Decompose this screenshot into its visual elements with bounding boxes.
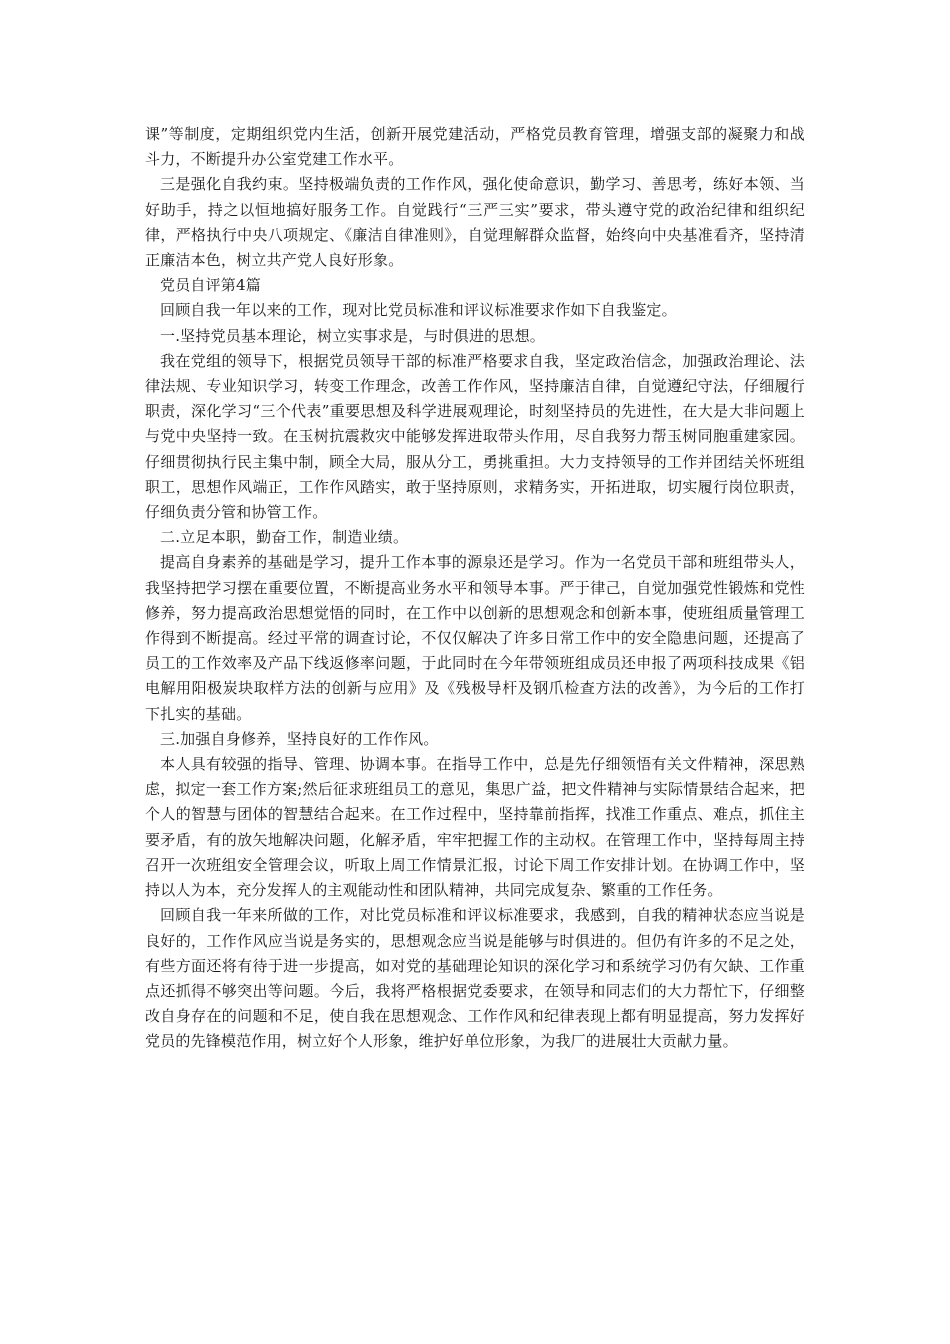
paragraph-summary: 回顾自我一年来所做的工作，对比党员标准和评议标准要求，我感到，自我的精神状态应当说是良好的，工作作风应当说是务实的，思想观念应当说是能够与时俱进的。但仍有许多的不足之处，有些方面还将有待于进一步提高，如对党的基础理论知识的深化学习和系统学习仍有欠缺、工作重点还抓得不够突出等问题。今后，我将严格根据党委要求，在领导和同志们的大力帮忙下，仔细整改自身存在的问题和不足，使自我在思想观念、工作作风和纪律表现上都有明显提高，努力发挥好党员的先锋模范作用，树立好个人形象，维护好单位形象，为我厂的进展壮大贡献力量。 <box>145 906 805 1051</box>
heading-two: 二.立足本职，勤奋工作，制造业绩。 <box>160 528 409 547</box>
document-body <box>145 122 805 1055</box>
heading-one: 一.坚持党员基本理论，树立实事求是，与时俱进的思想。 <box>160 326 545 345</box>
heading-three: 三.加强自身修养，坚持良好的工作作风。 <box>160 729 439 748</box>
paragraph-study: 提高自身素养的基础是学习，提升工作本事的源泉还是学习。作为一名党员干部和班组带头人，我坚持把学习摆在重要位置，不断提高业务水平和领导本事。严于律己，自觉加强党性锻炼和党性修养，努力提高政治思想觉悟的同时，在工作中以创新的思想观念和创新本事，使班组质量管理工作得到不断提高。经过平常的调查讨论，不仅仅解决了许多日常工作中的安全隐患问题，还提高了员工的工作效率及产品下线返修率问题，于此同时在今年带领班组成员还申报了两项科技成果《铝电解用阳极炭块取样方法的创新与应用》及《残极导杆及钢爪检查方法的改善》，为今后的工作打下扎实的基础。 <box>145 553 805 723</box>
paragraph-intro: 回顾自我一年以来的工作，现对比党员标准和评议标准要求作如下自我鉴定。 <box>160 301 677 320</box>
paragraph-continuation: 课”等制度，定期组织党内生活，创新开展党建活动，严格党员教育管理，增强支部的凝聚力和战斗力，不断提升办公室党建工作水平。 <box>145 125 805 169</box>
paragraph-self-discipline: 三是强化自我约束。坚持极端负责的工作作风，强化使命意识，勤学习、善思考，练好本领、当好助手，持之以恒地搞好服务工作。自觉践行“三严三实”要求，带头遵守党的政治纪律和组织纪律，严格执行中央八项规定、《廉洁自律准则》，自觉理解群众监督，始终向中央基准看齐，坚持清正廉洁本色，树立共产党人良好形象。 <box>145 175 805 270</box>
paragraph-theory: 我在党组的领导下，根据党员领导干部的标准严格要求自我，坚定政治信念，加强政治理论、法律法规、专业知识学习，转变工作理念，改善工作作风，坚持廉洁自律，自觉遵纪守法，仔细履行职责，深化学习“三个代表”重要思想及科学进展观理论，时刻坚持员的先进性，在大是大非问题上与党中央坚持一致。在玉树抗震救灾中能够发挥进取带头作用，尽自我努力帮玉树同胞重建家园。仔细贯彻执行民主集中制，顾全大局，服从分工，勇挑重担。大力支持领导的工作并团结关怀班组职工，思想作风端正，工作作风踏实，敢于坚持原则，求精务实，开拓进取，切实履行岗位职责，仔细负责分管和协管工作。 <box>145 351 805 522</box>
section-title: 党员自评第4篇 <box>160 276 261 295</box>
paragraph-management: 本人具有较强的指导、管理、协调本事。在指导工作中，总是先仔细领悟有关文件精神，深思熟虑，拟定一套工作方案;然后征求班组员工的意见，集思广益，把文件精神与实际情景结合起来，把个人的智慧与团体的智慧结合起来。在工作过程中，坚持靠前指挥，找准工作重点、难点，抓住主要矛盾，有的放矢地解决问题，化解矛盾，牢牢把握工作的主动权。在管理工作中，坚持每周主持召开一次班组安全管理会议，听取上周工作情景汇报，讨论下周工作安排计划。在协调工作中，坚持以人为本，充分发挥人的主观能动性和团队精神，共同完成复杂、繁重的工作任务。 <box>145 755 805 900</box>
